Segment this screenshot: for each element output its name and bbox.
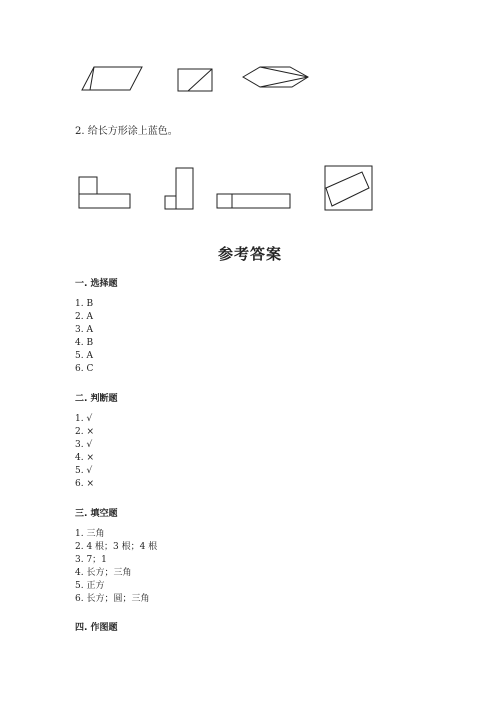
answer-item: 6. C xyxy=(75,364,94,374)
question-2-text: 2. 给长方形涂上蓝色。 xyxy=(75,126,178,137)
answer-list xyxy=(75,528,157,606)
section-heading: 三. 填空题 xyxy=(75,509,118,519)
hexagon-figure xyxy=(240,63,312,95)
answer-key-title: 参考答案 xyxy=(217,245,282,263)
tall-rectangle-figure xyxy=(162,163,198,213)
answer-item: 2. × xyxy=(75,427,94,437)
answer-item: 6. × xyxy=(75,479,94,489)
answer-item: 5. √ xyxy=(75,466,93,476)
l-shape-figure xyxy=(76,172,134,212)
square-rotated-rectangle-figure xyxy=(322,162,376,214)
answer-item: 1. 三角 xyxy=(75,529,105,539)
answer-item: 2. 4 根；3 根；4 根 xyxy=(75,542,158,552)
answer-item: 1. B xyxy=(75,299,94,309)
answer-list xyxy=(75,298,93,376)
answer-item: 2. A xyxy=(75,312,93,322)
section-heading: 一. 选择题 xyxy=(75,279,118,289)
answer-item: 3. A xyxy=(75,325,93,335)
answer-item: 5. A xyxy=(75,351,93,361)
answer-item: 1. √ xyxy=(75,414,93,424)
answer-item: 3. √ xyxy=(75,440,93,450)
answer-item: 6. 长方；圆；三角 xyxy=(75,594,150,604)
answer-item: 3. 7；1 xyxy=(75,555,107,565)
long-rectangle-figure xyxy=(214,189,294,213)
section-heading: 二. 判断题 xyxy=(75,394,118,404)
answer-item: 4. 长方；三角 xyxy=(75,568,132,578)
answer-item: 4. B xyxy=(75,338,94,348)
answer-item: 4. × xyxy=(75,453,94,463)
parallelogram-figure xyxy=(80,62,160,94)
answer-list xyxy=(75,413,94,491)
section-heading: 四. 作图题 xyxy=(75,623,118,633)
answer-item: 5. 正方 xyxy=(75,581,105,591)
rectangle-diagonal-figure xyxy=(176,66,216,96)
